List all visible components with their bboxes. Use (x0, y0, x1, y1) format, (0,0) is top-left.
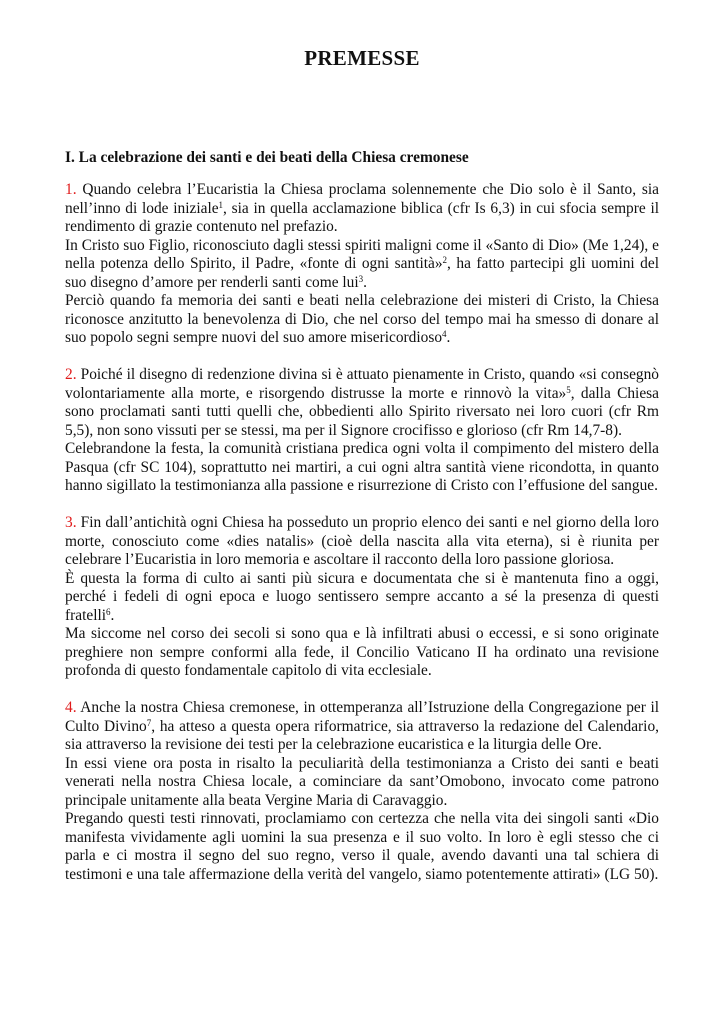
paragraph-text: Quando celebra l’Eucaristia la Chiesa proclama solennemente che Dio solo è il Santo, sia nell’inno di lode iniziale (65, 181, 659, 217)
paragraph-gap (65, 348, 659, 367)
footnote-ref-7: 7 (146, 717, 152, 728)
paragraph-1b (65, 237, 659, 293)
paragraph-text: È questa la forma di culto ai santi più sicura e documentata che si è mantenuta fino a oggi, perché i fedeli di ogni epoca e luogo sentissero sempre accanto a sé la presenza di questi fratelli (65, 569, 659, 624)
page-title: PREMESSE (304, 46, 420, 70)
paragraph-3b (65, 570, 659, 626)
paragraph-number-1: 1. (65, 181, 77, 198)
paragraph-3 (65, 514, 659, 570)
paragraph-text: . (446, 329, 451, 346)
paragraph-text: In Cristo suo Figlio, riconosciuto dagli stessi spiriti maligni come il «Santo di Dio» (Me 1,24), e nella potenza dello Spirito, il Padre, «fonte di ogni santità» (65, 236, 659, 272)
paragraph-1c (65, 292, 659, 348)
paragraph-text: Anche la nostra Chiesa cremonese, in ottemperanza all’Istruzione della Congregazione per il Culto Divino (65, 699, 659, 735)
paragraph-number-3: 3. (65, 514, 77, 531)
paragraph-text: Fin dall’antichità ogni Chiesa ha posseduto un proprio elenco dei santi e nel giorno della loro morte, conosciuto come «dies natalis» (cioè della nascita alla vita eterna), si è riunita per celebrare l’Eucaristia in loro memoria e ascoltare il racconto della loro passione gloriosa. (65, 514, 659, 568)
footnote-ref-1: 1 (218, 199, 224, 210)
paragraph-text: , sia in quella acclamazione biblica (cfr Is 6,3) in cui sfocia sempre il rendimento di grazie contenuto nel prefazio. (65, 199, 659, 235)
paragraph-text: Perciò quando fa memoria dei santi e beati nella celebrazione dei misteri di Cristo, la Chiesa riconosce anzitutto la benevolenza di Dio, che nel corso del tempo mai ha smesso di donare al suo popolo segni sempre nuovi del suo amore misericordioso (65, 292, 659, 346)
paragraph-4b: In essi viene ora posta in risalto la peculiarità della testimonianza a Cristo dei santi e beati venerati nella nostra Chiesa locale, a cominciare da sant’Omobono, invocato come patrono principale unitamente alla beata Vergine Maria di Caravaggio. (65, 754, 659, 809)
section-heading: I. La celebrazione dei santi e dei beati della Chiesa cremonese (65, 149, 469, 166)
footnote-ref-6: 6 (106, 606, 111, 617)
paragraph-text: , ha fatto partecipi gli uomini del suo disegno d’amore per renderli santi come lui (65, 255, 659, 291)
body-text (65, 181, 659, 884)
paragraph-text: . (363, 273, 367, 291)
paragraph-gap (65, 681, 659, 700)
paragraph-gap (65, 496, 659, 515)
paragraph-text: , dalla Chiesa sono proclamati santi tutti quelli che, obbedienti allo Spirito riversato nei loro cuori (cfr Rm 5,5), non sono vissuti per se stessi, ma per il Signore crocifisso e glorioso (cfr Rm 14,7-8). (65, 384, 659, 439)
paragraph-number-4: 4. (65, 699, 77, 716)
footnote-ref-3: 3 (358, 273, 364, 284)
footnote-ref-2: 2 (442, 255, 448, 265)
paragraph-text: , ha atteso a questa opera riformatrice, sia attraverso la redazione del Calendario, sia attraverso la revisione dei testi per la celebrazione eucaristica e la liturgia delle Ore. (65, 717, 659, 753)
paragraph-number-2: 2. (65, 366, 77, 383)
paragraph-4c: Pregando questi testi rinnovati, proclamiamo con certezza che nella vita dei singoli santi «Dio manifesta vividamente agli uomini la sua presenza e il suo volto. In loro è egli stesso che ci parla e ci mostra il segno del suo regno, verso il quale, avendo davanti una tal schiera di testimoni e una tale affermazione della verità del vangelo, siamo potentemente attirati» (LG 50). (65, 810, 659, 883)
paragraph-1 (65, 181, 659, 237)
paragraph-text: Poiché il disegno di redenzione divina si è attuato pienamente in Cristo, quando «si consegnò volontariamente alla morte, e risorgendo distrusse la morte e rinnovò la vita» (65, 366, 659, 402)
footnote-ref-5: 5 (566, 384, 571, 395)
paragraph-2 (65, 366, 659, 440)
paragraph-3c: Ma siccome nel corso dei secoli si sono qua e là infiltrati abusi o eccessi, e si sono originate preghiere non sempre conformi alla fede, il Concilio Vaticano II ha ordinato una revisione profonda di questo fondamentale capitolo di vita ecclesiale. (65, 625, 659, 679)
paragraph-2b: Celebrandone la festa, la comunità cristiana predica ogni volta il compimento del mistero della Pasqua (cfr SC 104), soprattutto nei martiri, a cui ogni altra santità viene ricondotta, in quanto hanno sigillato la testimonianza alla passione e risurrezione di Cristo con l’effusione del sangue. (65, 440, 659, 494)
paragraph-4 (65, 699, 659, 755)
paragraph-text: . (110, 606, 115, 624)
footnote-ref-4: 4 (442, 329, 447, 339)
